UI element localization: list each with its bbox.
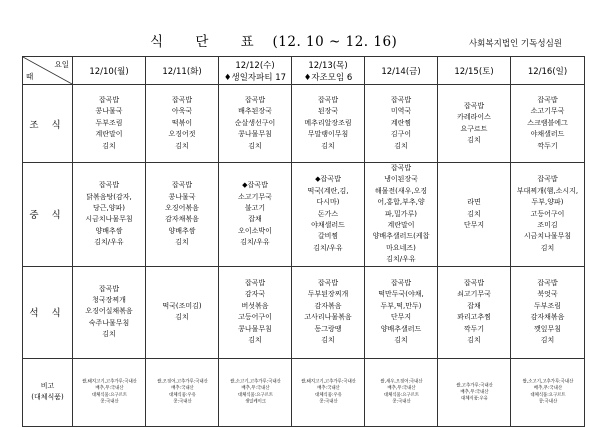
menu-item: 조미김	[537, 221, 558, 230]
note-line: 배추:국내산	[316, 386, 340, 392]
menu-item: 김치/우유	[386, 255, 416, 264]
menu-item: 잡곡밥	[463, 101, 485, 110]
menu-item: 김치	[540, 335, 555, 344]
menu-item: 김치	[394, 141, 408, 150]
note-line: 쌀,오징어,고추가루:국내산	[156, 379, 208, 385]
menu-item: 오징어볶음	[165, 203, 199, 212]
menu-item: 두부조림	[533, 301, 562, 310]
menu-item: 두부,양파)	[531, 198, 564, 207]
day-label: 12/11(화)	[162, 66, 202, 77]
menu-item: 미역국	[390, 107, 412, 116]
menu-item: 김치	[467, 209, 481, 218]
note-line: 배추,무:국내산	[94, 386, 124, 392]
menu-item: 깻잎무침	[533, 324, 562, 333]
menu-cell	[438, 85, 511, 163]
menu-item: 라면	[467, 198, 481, 207]
meal-label-text: 조 식	[29, 119, 66, 131]
note-line: 콩:국내산	[172, 399, 192, 405]
menu-item: 김치	[321, 335, 335, 344]
note-line: 대체식품:요구르트	[237, 393, 273, 398]
menu-item: 잡곡밥	[537, 95, 558, 104]
menu-item: 잡곡밥	[171, 181, 193, 190]
note-cell	[512, 360, 582, 425]
menu-item: 김치/우유	[94, 238, 124, 247]
menu-item: 잡채	[248, 215, 262, 224]
meal-row	[23, 358, 585, 426]
day-header	[73, 57, 146, 85]
menu-item: 어,홍합,부추,양	[377, 198, 425, 207]
note-line: 쌀,소고기,고추가루:국내산	[522, 379, 573, 385]
menu-cell	[511, 85, 585, 163]
menu-item: 순살생선구이	[234, 118, 276, 127]
meal-row	[23, 163, 585, 267]
note-cell	[74, 360, 143, 425]
menu-item: 쇠고기무국	[457, 290, 491, 299]
menu-item: 시금치나물무침	[523, 232, 572, 241]
menu-item: 김치	[467, 135, 481, 144]
page-title	[150, 30, 397, 50]
menu-item: 계란찜	[390, 118, 412, 127]
menu-item: 잡곡밥	[390, 278, 412, 287]
day-header	[438, 57, 511, 85]
menu-item: 돈가스	[317, 209, 339, 218]
menu-item: 잡곡밥	[244, 278, 266, 287]
menu-item: 콩나물무침	[238, 130, 272, 139]
menu-item: 오이소박이	[238, 226, 272, 235]
menu-item: 고등어구이	[238, 313, 272, 322]
day-label: 12/12(수)	[235, 60, 275, 71]
day-event: ♦생일자파티 17	[223, 72, 287, 83]
menu-item: 김치	[102, 141, 116, 150]
menu-item: 김치	[467, 335, 481, 344]
meal-label	[23, 85, 73, 163]
menu-cell	[511, 163, 585, 267]
note-line: 쌀,돼지고기,고추가루:국내산	[300, 379, 356, 385]
note-line: 콩:국내산	[538, 399, 557, 405]
menu-item: 김치	[321, 141, 335, 150]
note-line: 배추,무:국내산	[459, 389, 489, 395]
menu-item: 마요네즈)	[386, 243, 416, 252]
note-line: 대체식품:요구르트	[383, 393, 419, 398]
menu-cell	[219, 85, 292, 163]
menu-item: 깍두기	[537, 141, 558, 150]
day-label: 12/10(월)	[89, 66, 129, 77]
meal-row	[23, 266, 585, 358]
menu-item: 계란말이	[95, 130, 123, 139]
menu-item: 감자채볶음	[530, 313, 565, 322]
menu-item: 버섯볶음	[241, 301, 269, 310]
menu-item: 떡국(조미김)	[162, 301, 202, 310]
menu-item: 잡곡밥	[390, 164, 412, 172]
menu-item: 스크램블에그	[527, 118, 568, 127]
corner-meal-label: 때	[26, 72, 34, 81]
day-header	[146, 57, 219, 85]
menu-cell	[73, 163, 146, 267]
menu-item: 잡곡밥	[537, 175, 558, 184]
note-line: 대체식품:우유	[168, 393, 196, 398]
menu-item: 동그랑땡	[314, 324, 342, 333]
menu-item: 잡곡밥	[98, 95, 120, 104]
day-label: 12/14(금)	[381, 66, 421, 77]
menu-item: 당근,양파)	[92, 203, 125, 212]
menu-item: 갈비찜	[317, 232, 339, 241]
note-line: 쌀,고추가루:국내산	[455, 383, 493, 388]
menu-item: 소고기무국	[530, 107, 565, 116]
note-line: 대체식품:우유	[314, 393, 342, 398]
menu-item: 잡채	[467, 301, 481, 310]
note-line: 배추,무:국내산	[386, 386, 416, 392]
menu-item: 파,밀가루)	[384, 209, 417, 218]
meal-label-text: 석 식	[29, 308, 66, 320]
note-cell	[147, 360, 216, 425]
menu-item: 꽈리고추찜	[457, 313, 491, 322]
menu-item: 잡곡밥	[171, 95, 193, 104]
menu-cell	[438, 266, 511, 358]
menu-item: 감자볶음	[314, 301, 342, 310]
menu-item: ◆잡곡밥	[242, 181, 268, 190]
day-header	[511, 57, 585, 85]
note-line: 배추,무:국내산	[240, 386, 270, 392]
menu-cell	[292, 85, 365, 163]
day-label: 12/13(목)	[308, 60, 348, 71]
organization-name: 사회복지법인 기독성심원	[468, 39, 562, 49]
menu-item: 고등어구이	[530, 209, 565, 218]
menu-item: 단무지	[463, 221, 485, 230]
menu-item: 오징어젓	[168, 130, 196, 139]
menu-item: 요구르트	[460, 124, 488, 133]
meal-label-text: 비고	[40, 382, 55, 391]
day-event: ♦자조모임 6	[303, 72, 353, 83]
menu-item: 북엇국	[537, 290, 558, 299]
menu-cell	[146, 266, 219, 358]
note-cell	[366, 360, 435, 425]
menu-item: 양배추샐러드	[380, 324, 422, 333]
title-date-range: (12. 10 ~ 12. 16)	[272, 34, 398, 50]
menu-item: 양배추쌈	[95, 226, 123, 235]
day-header	[292, 57, 365, 85]
menu-item: 잡곡밥	[317, 278, 339, 287]
menu-item: 불고기	[244, 203, 266, 212]
menu-item: 콩나물국	[95, 107, 123, 116]
menu-item: 단무지	[390, 313, 412, 322]
menu-item: 잡곡밥	[463, 278, 485, 287]
menu-item: 김치	[102, 330, 116, 339]
menu-item: ◆잡곡밥	[315, 175, 341, 184]
menu-cell	[292, 266, 365, 358]
menu-item: 숙주나물무침	[88, 318, 130, 327]
menu-item: 김치/우유	[313, 243, 343, 252]
menu-item: 시금치나물무침	[85, 215, 133, 224]
menu-cell	[146, 163, 219, 267]
menu-item: 김치	[248, 335, 262, 344]
header-row	[23, 57, 585, 85]
menu-cell	[219, 266, 292, 358]
note-cell	[293, 360, 362, 425]
note-cell	[220, 360, 289, 425]
menu-item: 김치	[175, 238, 189, 247]
menu-item: 감자채볶음	[165, 215, 199, 224]
menu-item: 떡국(계란,김,	[307, 186, 349, 195]
note-line: 대체식품:요구르트	[91, 393, 127, 398]
menu-item: 무말랭이무침	[307, 130, 349, 139]
menu-item: 두부된장찌개	[307, 290, 349, 299]
meal-row	[23, 85, 585, 163]
menu-item: 닭볶음탕(감자,	[86, 192, 132, 201]
menu-item: 콩나물무침	[238, 324, 272, 333]
day-header	[365, 57, 438, 85]
menu-item: 양배추쌈	[168, 226, 196, 235]
corner-day-label: 요일	[54, 60, 69, 69]
corner-cell	[23, 57, 73, 85]
menu-item: 두부조림	[95, 118, 123, 127]
note-line: 생일케이크	[244, 399, 266, 405]
menu-item: 청국장찌개	[92, 296, 126, 305]
menu-cell	[73, 266, 146, 358]
note-line: 대체식품:우유	[460, 396, 488, 402]
note-line: 쌀,돼지고기,고추가루:국내산	[81, 379, 137, 385]
menu-item: 배추된장국	[238, 107, 272, 116]
menu-item: 잡곡밥	[317, 95, 339, 104]
menu-item: 소고기무국	[238, 192, 272, 201]
menu-cell	[438, 163, 511, 267]
menu-cell	[365, 163, 438, 267]
menu-item: 냉이된장국	[384, 175, 418, 184]
menu-cell	[365, 266, 438, 358]
menu-item: 야채샐러드	[530, 130, 565, 139]
menu-item: 김치	[248, 141, 262, 150]
menu-item: 두부,떡,만두)	[380, 301, 422, 310]
day-label: 12/16(일)	[527, 66, 568, 77]
menu-item: 김치	[175, 141, 189, 150]
note-line: 콩:국내산	[391, 399, 411, 405]
menu-item: 잡곡밥	[98, 181, 120, 190]
meal-label-text: (대체식품)	[31, 393, 64, 402]
menu-item: 해물전(새우,오징	[374, 186, 428, 195]
menu-item: 계란말이	[387, 221, 415, 230]
menu-item: 김구이	[390, 130, 412, 139]
menu-item: 잡곡밥	[390, 95, 412, 104]
menu-item: 된장국	[317, 107, 339, 116]
menu-cell	[292, 163, 365, 267]
menu-table	[22, 56, 585, 427]
day-header	[219, 57, 292, 85]
menu-item: 김치/우유	[240, 238, 270, 247]
menu-item: 오징어실채볶음	[85, 307, 133, 316]
menu-item: 부대찌개(햄,소시지,	[516, 186, 579, 195]
menu-item: 김치	[540, 243, 555, 252]
menu-item: 야채샐러드	[311, 221, 345, 230]
note-line: 쌀,소고기,고추가루:국내산	[229, 379, 281, 385]
meal-label	[23, 358, 73, 426]
note-line: 콩:국내산	[318, 399, 338, 405]
menu-item: 고사리나물볶음	[304, 313, 352, 322]
note-line: 배추,무:국내산	[533, 386, 562, 392]
note-line: 배추:국내산	[170, 386, 194, 392]
day-label: 12/15(토)	[454, 66, 494, 77]
menu-cell	[365, 85, 438, 163]
menu-item: 아욱국	[171, 107, 193, 116]
menu-item: 떡볶이	[171, 118, 193, 127]
meal-label-text: 중 식	[29, 210, 66, 222]
menu-cell	[511, 266, 585, 358]
menu-item: 감자국	[244, 290, 266, 299]
menu-cell	[146, 85, 219, 163]
note-line: 쌀,새우,오징어:국내산	[379, 379, 423, 385]
meal-label	[23, 266, 73, 358]
menu-item: 잡곡밥	[244, 95, 266, 104]
menu-item: 카레라이스	[457, 113, 491, 122]
meal-label	[23, 163, 73, 267]
menu-item: 김치	[175, 313, 189, 322]
menu-item: 잡곡밥	[98, 284, 120, 293]
menu-item: 떡만두국(야채,	[378, 290, 424, 299]
menu-item: 메추리알장조림	[304, 118, 352, 127]
note-line: 콩:국내산	[99, 399, 119, 405]
title-main: 식 단 표	[150, 34, 268, 50]
menu-item: 콩나물국	[168, 192, 196, 201]
note-line: 대체식품:요구르트	[529, 393, 566, 398]
menu-cell	[73, 85, 146, 163]
menu-cell	[219, 163, 292, 267]
note-cell	[439, 360, 508, 425]
menu-item: 다시마)	[316, 198, 340, 207]
menu-item: 양배추샐러드(케찹	[372, 232, 430, 241]
menu-item: 김치	[394, 335, 408, 344]
menu-item: 깍두기	[463, 324, 485, 333]
menu-item: 잡곡밥	[537, 278, 558, 287]
